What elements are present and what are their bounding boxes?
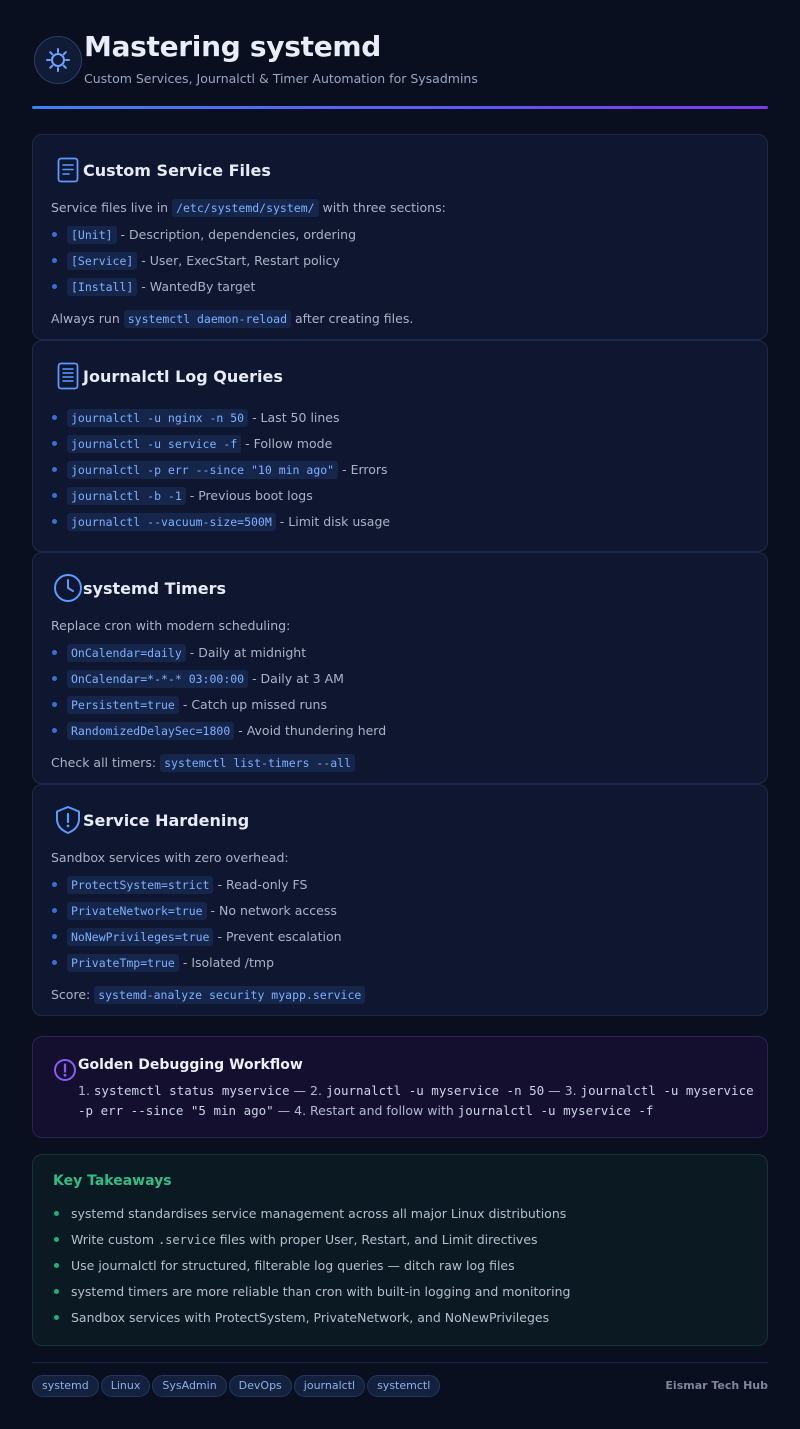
list-item: journalctl -u nginx -n 50 - Last 50 lines — [51, 405, 749, 431]
card-intro: Service files live in /etc/systemd/system/ with three sections: — [51, 200, 446, 215]
list-item: Persistent=true - Catch up missed runs — [51, 692, 749, 718]
footer-divider — [32, 1362, 768, 1363]
list-item: Sandbox services with ProtectSystem, PrivateNetwork, and NoNewPrivileges — [53, 1305, 747, 1331]
card-journalctl-log-queries — [32, 340, 768, 552]
card-outro: Check all timers: systemctl list-timers --all — [51, 754, 749, 772]
list-item: systemd standardises service management across all major Linux distributions — [53, 1201, 747, 1227]
list-item: Use journalctl for structured, filterable log queries — ditch raw log files — [53, 1253, 747, 1279]
list-item: Write custom .service files with proper User, Restart, and Limit directives — [53, 1227, 747, 1253]
document-icon — [53, 155, 83, 185]
card-custom-service-files — [32, 134, 768, 340]
list-item: ProtectSystem=strict - Read-only FS — [51, 872, 749, 898]
list-item: RandomizedDelaySec=1800 - Avoid thundering herd — [51, 718, 749, 744]
card-title: systemd Timers — [83, 578, 227, 598]
list-item: journalctl --vacuum-size=500M - Limit disk usage — [51, 509, 749, 535]
list-item: journalctl -u service -f - Follow mode — [51, 431, 749, 457]
callout-text: 1. systemctl status myservice — 2. journalctl -u myservice -n 50 — 3. journalctl -u myservice -p err --since "5 min ago" — 4. Restart and follow with journalctl -u myservice -f — [78, 1083, 754, 1118]
tag-list — [32, 1375, 440, 1397]
tag-systemctl[interactable]: systemctl — [367, 1375, 440, 1397]
tag-linux[interactable]: Linux — [101, 1375, 151, 1397]
tag-devops[interactable]: DevOps — [229, 1375, 292, 1397]
header — [32, 32, 768, 92]
list-item: NoNewPrivileges=true - Prevent escalation — [51, 924, 749, 950]
card-outro: Score: systemd-analyze security myapp.service — [51, 986, 749, 1004]
brand-name: Eismar Tech Hub — [665, 1379, 768, 1392]
callout-title: Golden Debugging Workflow — [78, 1057, 303, 1073]
takeaways-title: Key Takeaways — [53, 1173, 172, 1189]
clock-icon — [53, 573, 83, 603]
command-code: systemd-analyze security myapp.service — [94, 986, 365, 1004]
card-service-hardening — [32, 784, 768, 1016]
log-icon — [53, 361, 83, 391]
list-item: [Unit] - Description, dependencies, ordering — [51, 222, 749, 248]
list-item: [Service] - User, ExecStart, Restart policy — [51, 248, 749, 274]
header-divider — [32, 106, 768, 109]
key-takeaways — [32, 1154, 768, 1346]
alert-icon — [53, 1058, 77, 1086]
command-code: systemctl list-timers --all — [160, 754, 355, 772]
shield-icon — [53, 805, 83, 835]
list-item: OnCalendar=daily - Daily at midnight — [51, 640, 749, 666]
tag-journalctl[interactable]: journalctl — [294, 1375, 365, 1397]
gear-icon — [34, 36, 82, 84]
page-title: Mastering systemd — [84, 30, 382, 63]
list-item: journalctl -p err --since "10 min ago" - Errors — [51, 457, 749, 483]
card-intro: Replace cron with modern scheduling: — [51, 618, 291, 633]
tag-systemd[interactable]: systemd — [32, 1375, 99, 1397]
card-systemd-timers — [32, 552, 768, 784]
debugging-workflow-callout — [32, 1036, 768, 1138]
list-item: PrivateTmp=true - Isolated /tmp — [51, 950, 749, 976]
tag-sysadmin[interactable]: SysAdmin — [152, 1375, 226, 1397]
list-item: PrivateNetwork=true - No network access — [51, 898, 749, 924]
card-outro: Always run systemctl daemon-reload after creating files. — [51, 311, 414, 326]
page-subtitle: Custom Services, Journalctl & Timer Automation for Sysadmins — [84, 71, 478, 86]
list-item: systemd timers are more reliable than cron with built-in logging and monitoring — [53, 1279, 747, 1305]
list-item: OnCalendar=*-*-* 03:00:00 - Daily at 3 AM — [51, 666, 749, 692]
card-title: Custom Service Files — [83, 160, 271, 180]
list-item: journalctl -b -1 - Previous boot logs — [51, 483, 749, 509]
card-title: Journalctl Log Queries — [83, 366, 283, 386]
card-intro: Sandbox services with zero overhead: — [51, 850, 289, 865]
path-code: /etc/systemd/system/ — [172, 199, 318, 217]
card-title: Service Hardening — [83, 810, 250, 830]
list-item: [Install] - WantedBy target — [51, 274, 749, 300]
command-code: systemctl daemon-reload — [124, 310, 291, 328]
